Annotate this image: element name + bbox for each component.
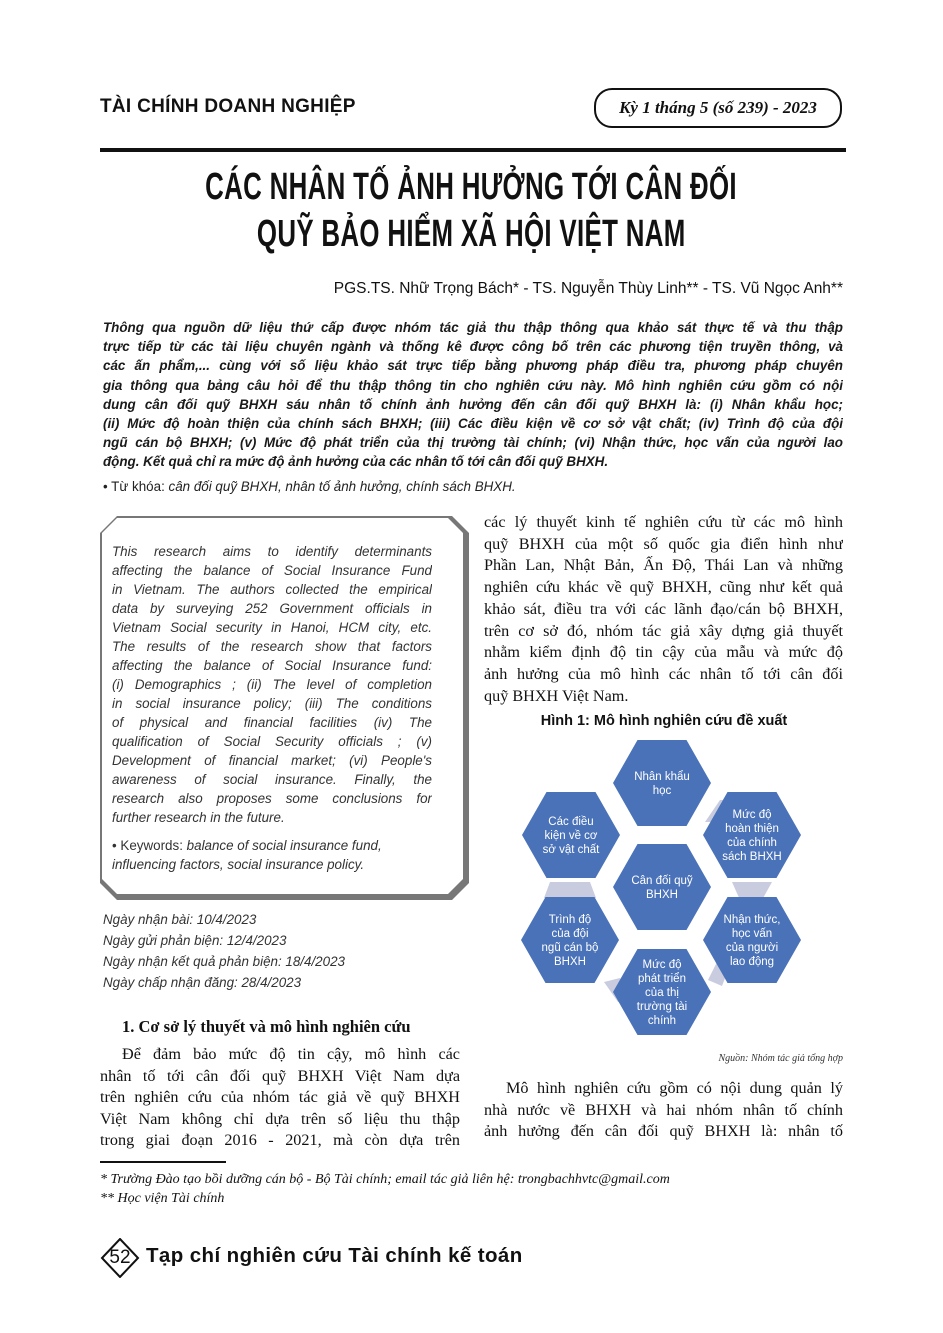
authors: PGS.TS. Nhữ Trọng Bách* - TS. Nguyễn Thùy Linh** - TS. Vũ Ngọc Anh** [333, 280, 843, 297]
hexagon-label: sách BHXH [722, 851, 782, 863]
text-line: research also proposes some conclusions for [112, 791, 432, 806]
hexagon-label: Các điều [548, 816, 594, 828]
text-line: in social insurance policy; (iii) The conditions [112, 696, 432, 711]
date-accepted: Ngày chấp nhận đăng: 28/4/2023 [103, 975, 302, 990]
article-title-line-1 [0, 165, 943, 209]
text-line: nhân tố tới cân đối quỹ BHXH Việt Nam dựa [100, 1066, 460, 1085]
hexagon-label: Trình độ [548, 914, 592, 926]
text-line: trên nghiên cứu của nhóm tác giả về quỹ BHXH [100, 1088, 460, 1107]
date-received: Ngày nhận bài: 10/4/2023 [103, 912, 257, 927]
text-line: các lý thuyết kinh tế nghiên cứu từ các mô hình [484, 513, 843, 531]
hexagon-label: của chính [727, 837, 777, 849]
text-line: trong giai đoạn 2016 - 2021, mà còn dựa trên [100, 1131, 460, 1150]
hexagon-label: học [652, 785, 672, 797]
hexagon-label: Nhận thức, [723, 914, 781, 926]
text-line: Vietnam Social security in Hanoi, HCM city, etc. [112, 620, 432, 635]
text-line: Mô hình nghiên cứu gồm có nội dung quản lý [506, 1079, 843, 1097]
text-line: trực tiếp từ các tài liệu chuyên ngành và thống kê được công bố trên các phương tiện truyền thông, và [103, 339, 843, 355]
title-text: QUỸ BẢO HIỂM XÃ HỘI VIỆT NAM [257, 213, 686, 255]
footnote-rule [100, 1161, 226, 1163]
keywords-value: cân đối quỹ BHXH, nhân tố ảnh hưởng, chính sách BHXH. [168, 479, 516, 494]
hexagon-label: của đội [551, 928, 589, 940]
text-line: động. Kết quả chỉ ra mức độ ảnh hưởng của các nhân tố tới cân đối quỹ BHXH. [103, 454, 609, 470]
body-right-paragraph-2 [484, 1078, 843, 1143]
hexagon-label: Cân đối quỹ [631, 875, 693, 887]
page-number-diamond [100, 1238, 140, 1278]
hexagon-label: Mức độ [642, 959, 682, 971]
text-line: nghiên cứu khác về quỹ BHXH, cũng như kết quả [484, 578, 843, 597]
text-line: Để đảm bảo mức độ tin cậy, mô hình các [122, 1045, 460, 1063]
text-line: Development of financial market; (vi) People's [112, 753, 432, 768]
text-line: các ấn phẩm,... cùng với số liệu khảo sát trực tiếp bằng phương pháp điều tra, phương pháp chuyên [103, 358, 843, 374]
abstract-english [112, 542, 432, 827]
keywords-vietnamese [103, 479, 516, 494]
text-line: ảnh hưởng của mô hình các nhân tố tới cân đối [484, 664, 843, 683]
connector-shape [544, 882, 596, 898]
figure-source: Nguồn: Nhóm tác giả tổng hợp [718, 1053, 843, 1064]
header-rule [100, 148, 846, 152]
text-line: awareness of social insurance. Finally, the [112, 772, 432, 787]
text-line: (ii) Mức độ hoàn thiện của chính sách BHXH; (iii) Các điều kiện về cơ sở vật chất; (iv) Trình độ của đội [103, 416, 843, 432]
factor-hexagon [522, 792, 620, 878]
text-line: nhằm kiểm định độ tin cậy của mẫu và mức độ [484, 643, 843, 662]
text-line: affecting the balance of Social Insurance Fund [112, 563, 432, 578]
text-line: trên cơ sở đó, nhóm tác giả xây dựng giả thuyết [484, 621, 843, 640]
journal-name: Tạp chí nghiên cứu Tài chính kế toán [146, 1244, 523, 1267]
hexagon-label: học vấn [731, 928, 773, 940]
text-line: The results of the research show that factors [112, 639, 432, 654]
keywords-label: • Từ khóa: [103, 479, 165, 494]
text-line: Phần Lan, Nhật Bản, Ấn Độ, Thái Lan và những [484, 556, 843, 575]
footnotes [100, 1170, 670, 1208]
body-left-paragraph [100, 1044, 460, 1152]
text-line: nhà nước về BHXH và hai nhóm nhân tố chính [484, 1100, 843, 1119]
keywords-label: • Keywords: [112, 838, 183, 853]
issue-badge: Kỳ 1 tháng 5 (số 239) - 2023 [594, 88, 842, 128]
section-heading: 1. Cơ sở lý thuyết và mô hình nghiên cứu [122, 1017, 411, 1036]
factor-hexagon [613, 949, 711, 1035]
factor-hexagon [613, 740, 711, 826]
article-title-line-2 [0, 212, 943, 256]
abstract-vietnamese [103, 318, 843, 472]
text-line: dung cân đối quỹ BHXH sáu nhân tố chính ảnh hưởng đến cân đối quỹ BHXH là: (i) Nhân khẩu học; [103, 396, 843, 412]
page-number: 52 [109, 1247, 131, 1268]
hexagon-shape [521, 897, 619, 983]
research-model-diagram [500, 730, 850, 1050]
factor-hexagon [521, 897, 619, 983]
hexagon-label: ngũ cán bộ [541, 942, 599, 954]
text-line: in Vietnam. The authors collected the empirical [112, 582, 432, 597]
hexagon-label: của người [725, 942, 779, 954]
hexagon-label: phát triển [638, 973, 686, 985]
hexagon-label: của thị [645, 987, 679, 999]
text-line: quỹ BHXH của một số quốc gia điển hình như [484, 534, 843, 553]
hexagon-label: sở vật chất [542, 844, 600, 856]
text-line: ảnh hưởng đến cân đối quỹ BHXH là: nhân tố [484, 1122, 843, 1141]
keywords-value: balance of social insurance fund, [186, 838, 382, 853]
hexagon-shape [613, 844, 711, 930]
hexagon-shape [613, 740, 711, 826]
keywords-value: influencing factors, social insurance policy. [112, 857, 365, 872]
text-line: (i) Demographics ; (ii) The level of completion [112, 677, 432, 692]
text-line: Việt Nam không chỉ dựa trên số liệu thu thập [100, 1109, 460, 1128]
text-line: ngũ cán bộ BHXH; (v) Mức độ phát triển của thị trường tài chính; (vi) Nhận thức, học vấn của người lao [103, 435, 843, 451]
journal-section: TÀI CHÍNH DOANH NGHIỆP [100, 96, 356, 117]
text-line: further research in the future. [112, 810, 285, 825]
title-text: CÁC NHÂN TỐ ẢNH HƯỞNG TỚI CÂN ĐỐI [205, 166, 738, 208]
hexagon-label: BHXH [646, 889, 678, 901]
article-dates [103, 909, 345, 993]
hexagon-label: hoàn thiện [725, 823, 779, 835]
hexagon-label: Nhân khẩu [634, 771, 690, 783]
text-line: qualification of Social Security officials ; (v) [112, 734, 432, 749]
text-line: of physical and financial facilities (iv) The [112, 715, 432, 730]
hexagon-label: trường tài [636, 1001, 688, 1013]
hexagon-label: lao động [729, 956, 775, 968]
text-line: Thông qua nguồn dữ liệu thứ cấp được nhóm tác giả thu thập thông qua khảo sát thực tế và thu thập [103, 320, 843, 335]
text-line: gia thông qua bảng câu hỏi để thu thập thông tin cho nghiên cứu này. Mô hình nghiên cứu gồm có nội [103, 377, 843, 393]
text-line: affecting the balance of Social Insurance fund: [112, 658, 432, 673]
text-line: This research aims to identify determinants [112, 544, 432, 559]
center-hexagon [613, 844, 711, 930]
date-review-sent: Ngày gửi phản biện: 12/4/2023 [103, 933, 287, 948]
text-line: quỹ BHXH Việt Nam. [484, 686, 629, 705]
hexagon-label: Mức độ [732, 809, 772, 821]
hexagon-label: chính [647, 1015, 677, 1027]
body-right-paragraph [484, 512, 843, 707]
keywords-english [112, 836, 432, 874]
date-review-result: Ngày nhận kết quả phản biện: 18/4/2023 [103, 954, 345, 969]
figure-title: Hình 1: Mô hình nghiên cứu đề xuất [540, 713, 788, 729]
hexagon-label: BHXH [554, 956, 586, 968]
text-line: data by surveying 252 Government officials in [112, 601, 432, 616]
hexagon-label: kiện về cơ [544, 830, 598, 842]
footnote-2: ** Học viện Tài chính [100, 1191, 225, 1206]
text-line: khảo sát, điều tra với các lãnh đạo/cán bộ BHXH, [484, 599, 843, 618]
footnote-1: * Trường Đào tạo bồi dưỡng cán bộ - Bộ Tài chính; email tác giả liên hệ: trongbachhvtc@gmail.com [100, 1172, 670, 1187]
